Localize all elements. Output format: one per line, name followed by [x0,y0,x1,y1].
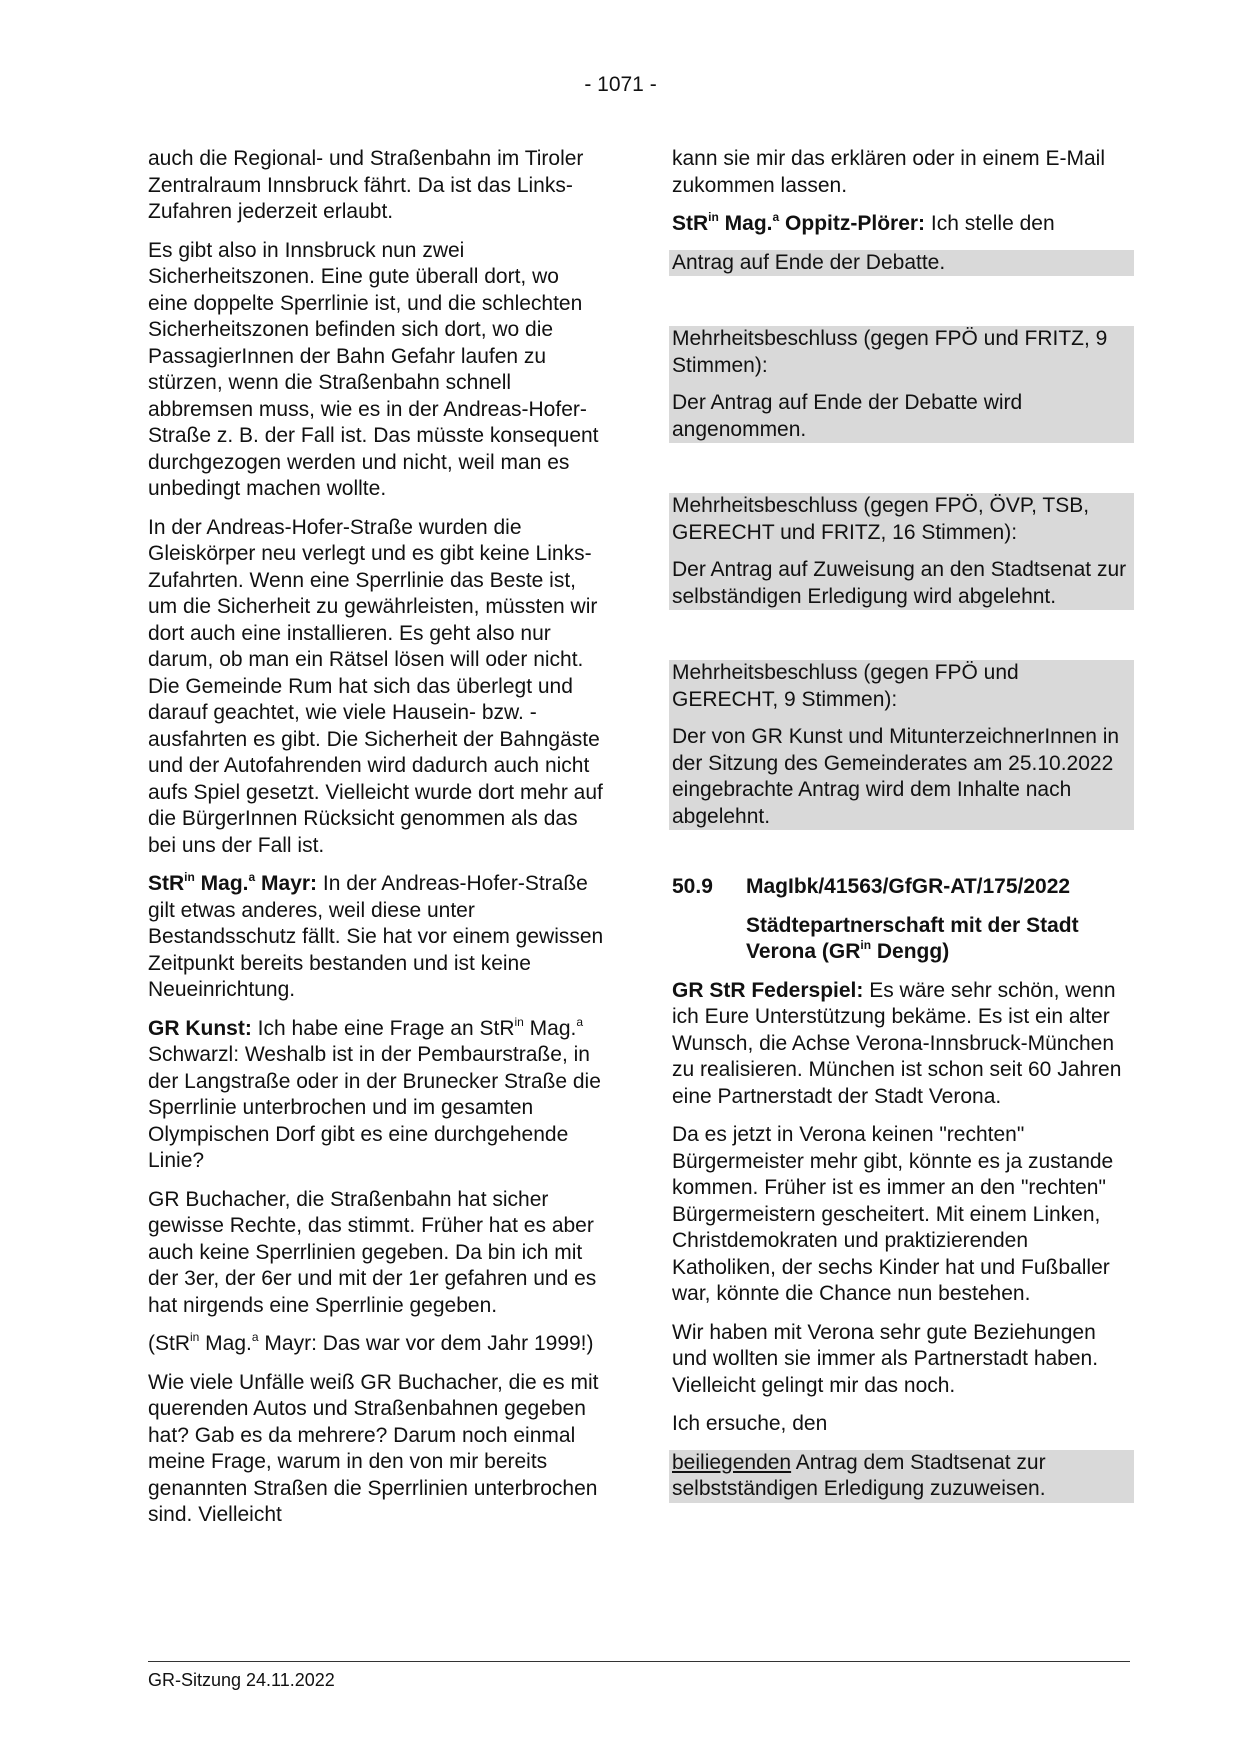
paragraph: Es gibt also in Innsbruck nun zwei Sicherheitszonen. Eine gute überall dort, wo eine doppelte Sperrlinie ist, und die schlechten Sicherheitszonen befinden sich dort, wo die PassagierInnen der Bahn Gefahr laufen zu stürzen, wenn die Straßenbahn schnell abbremsen muss, wie es in der Andreas-Hofer-Straße z. B. der Fall ist. Das müsste konsequent durchgezogen werden und nicht, weil man es unbedingt machen wollte. [148,238,599,500]
footer-divider [148,1661,1130,1662]
left-column [148,146,604,1541]
paragraph: In der Andreas-Hofer-Straße wurden die Gleiskörper neu verlegt und es gibt keine Links-Zufahrten. Wenn eine Sperrlinie das Beste ist, um die Sicherheit zu gewährleisten, müssten wir dort auch eine installieren. Es geht also nur darum, ob man ein Rätsel lösen will oder nicht. Die Gemeinde Rum hat sich das überlegt und darauf geachtet, wie viele Hausein- bzw. -ausfahrten es gibt. Die Sicherheit der Bahngäste und der Autofahrenden wird dadurch auch nicht aufs Spiel gesetzt. Vielleicht wurde dort mehr auf die BürgerInnen Rücksicht genommen als das bei uns der Fall ist. [148,515,603,857]
vote-text: Der Antrag auf Ende der Debatte wird angenommen. [672,391,1023,441]
vote-header: Mehrheitsbeschluss (gegen FPÖ, ÖVP, TSB, GERECHT und FRITZ, 16 Stimmen): [672,494,1090,544]
vote-text: Der Antrag auf Zuweisung an den Stadtsenat zur selbständigen Erledigung wird abgelehnt. [672,558,1127,608]
paragraph: GR Buchacher, die Straßenbahn hat sicher gewisse Rechte, das stimmt. Früher hat es aber auch keine Sperrlinien gegeben. Da bin ich mit der 3er, der 6er und mit der 1er gefahren und es hat nirgends eine Sperrlinie gegeben. [148,1187,597,1317]
agenda-item-heading [672,874,1130,901]
interjection: (StR$^{in}$ Mag.$^a$ Mayr: Das war vor dem Jahr 1999!) [148,1330,594,1355]
speech-mayr: StR$^{in}$ Mag.$^a$ Mayr: In der Andreas-Hofer-Straße gilt etwas anderes, weil diese unter Bestandsschutz fällt. Sie hat vor einem gewissen Zeitpunkt bereits bestanden und ist keine Neueinrichtung. [148,870,604,1001]
speaker-name: StR$^{in}$ Mag.$^a$ Oppitz-Plörer: [672,210,926,235]
footer-session-date: GR-Sitzung 24.11.2022 [148,1670,335,1690]
agenda-item-title: Städtepartnerschaft mit der Stadt Verona ($GR^{in}$ Dengg) [746,913,1079,963]
speech-oppitz-ploerer: StR$^{in}$ Mag.$^a$ Oppitz-Plörer: Ich stelle den [672,210,1055,235]
motion-text: Antrag auf Ende der Debatte. [672,250,946,274]
paragraph: kann sie mir das erklären oder in einem E-Mail zukommen lassen. [672,147,1106,197]
speech-federspiel: GR StR Federspiel: Es wäre sehr schön, wenn ich Eure Unterstützung bekäme. Es ist ein alter Wunsch, die Achse Verona-Innsbruck-München zu realisieren. München ist schon seit 60 Jahren eine Partnerstadt der Stadt Verona. [672,978,1122,1108]
vote-text: Der von GR Kunst und MitunterzeichnerInnen in der Sitzung des Gemeinderates am 25.10.2022 eingebrachte Antrag wird dem Inhalte nach abgelehnt. [672,725,1120,828]
paragraph: Da es jetzt in Verona keinen "rechten" Bürgermeister mehr gibt, könnte es ja zustande kommen. Früher ist es immer an den "rechten" Bürgermeistern gescheitert. Mit einem Linken, Christdemokraten und praktizierenden Katholiken, der sechs Kinder hat und Fußballer war, könnte die Chance nun bestehen. [672,1123,1114,1305]
vote-result-box [669,326,1134,443]
speaker-name: GR StR Federspiel: [672,978,864,1002]
vote-header: Mehrheitsbeschluss (gegen FPÖ und FRITZ, 9 Stimmen): [672,327,1108,377]
speaker-name: GR Kunst: [148,1016,252,1040]
right-column [672,146,1130,1503]
paragraph: Wir haben mit Verona sehr gute Beziehungen und wollten sie immer als Partnerstadt haben. Vielleicht gelingt mir das noch. [672,1320,1099,1397]
speaker-name: StR$^{in}$ Mag.$^a$ Mayr: [148,870,318,895]
attachment-link[interactable]: beiliegenden [672,1450,792,1474]
motion-box [669,1450,1134,1503]
agenda-item-number: 50.9 [672,875,713,898]
vote-result-box [669,493,1134,610]
paragraph: auch die Regional- und Straßenbahn im Tiroler Zentralraum Innsbruck fährt. Da ist das Links-Zufahren jederzeit erlaubt. [148,147,584,223]
vote-result-box [669,660,1134,830]
speech-kunst: GR Kunst: Ich habe eine Frage an StR$^{in}$ Mag.$^a$ Schwarzl: Weshalb ist in der Pembaurstraße, in der Langstraße oder in der Brunecker Straße die Sperrlinie unterbrochen und im gesamten Olympischen Dorf gibt es eine durchgehende Linie? [148,1014,601,1172]
page-number: - 1071 - [584,73,657,96]
motion-box [669,250,1134,277]
vote-header: Mehrheitsbeschluss (gegen FPÖ und GERECHT, 9 Stimmen): [672,661,1019,711]
agenda-item-ref: MagIbk/41563/GfGR-AT/175/2022 [746,875,1071,898]
paragraph: Wie viele Unfälle weiß GR Buchacher, die es mit querenden Autos und Straßenbahnen gegeben hat? Gab es da mehrere? Darum noch einmal meine Frage, warum in den von mir bereits genannten Straßen die Sperrlinien unterbrochen sind. Vielleicht [148,1370,599,1526]
motion-text: beiliegenden Antrag dem Stadtsenat zur selbstständigen Erledigung zuzuweisen. [672,1450,1046,1500]
paragraph: Ich ersuche, den [672,1412,828,1435]
